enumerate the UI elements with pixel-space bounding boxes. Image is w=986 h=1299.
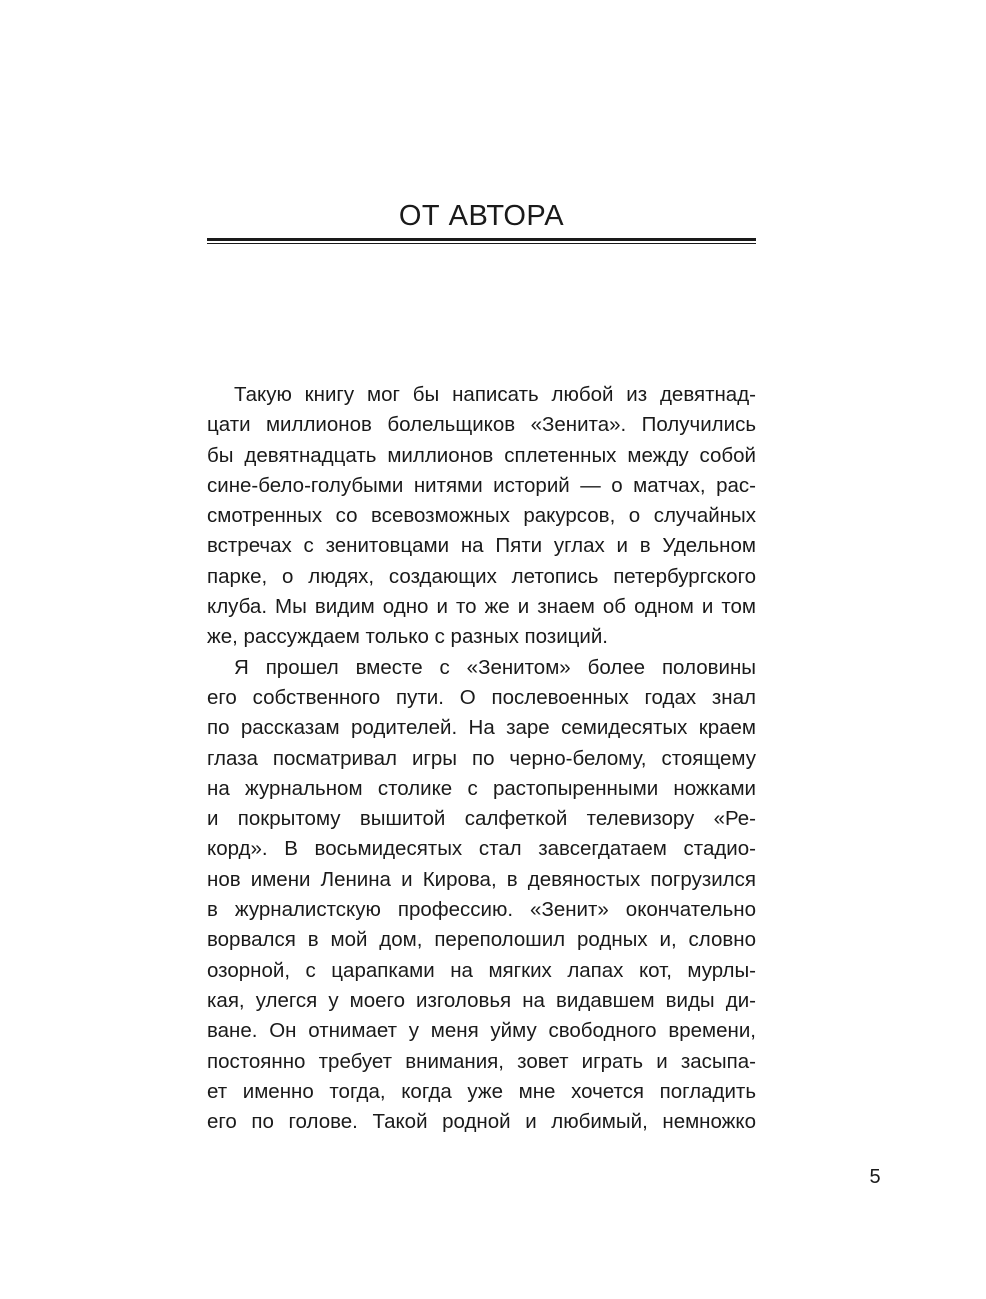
text-line: встречах с зенитовцами на Пяти углах и в Удельном <box>207 534 756 558</box>
text-line: и покрытому вышитой салфеткой телевизору «Ре- <box>207 807 756 831</box>
text-line: озорной, с царапками на мягких лапах кот, мурлы- <box>207 958 756 982</box>
title-underline-thin <box>207 243 756 244</box>
text-line: цати миллионов болельщиков «Зенита». Получились <box>207 413 756 437</box>
chapter-title: ОТ АВТОРА <box>398 200 565 232</box>
text-line: постоянно требует внимания, зовет играть и засыпа- <box>207 1049 756 1073</box>
text-line: ворвался в мой дом, переполошил родных и, словно <box>207 928 756 952</box>
text-line: глаза посматривал игры по черно-белому, стоящему <box>207 746 756 770</box>
text-line: его по голове. Такой родной и любимый, немножко <box>207 1110 756 1134</box>
text-line: сине-бело-голубыми нитями историй — о матчах, рас- <box>207 473 756 497</box>
body-text <box>207 380 756 1137</box>
text-line: на журнальном столике с растопыренными ножками <box>207 776 756 800</box>
text-line: его собственного пути. О послевоенных годах знал <box>207 685 756 709</box>
text-line: кая, улегся у моего изголовья на видавшем виды ди- <box>207 988 756 1012</box>
text-line: клуба. Мы видим одно и то же и знаем об одном и том <box>207 595 756 619</box>
text-line: ет именно тогда, когда уже мне хочется погладить <box>207 1079 756 1103</box>
page-number: 5 <box>869 1166 881 1188</box>
text-line: же, рассуждаем только с разных позиций. <box>207 625 608 649</box>
text-line: ване. Он отнимает у меня уйму свободного времени, <box>207 1019 756 1043</box>
text-line: Я прошел вместе с «Зенитом» более половины <box>234 655 756 679</box>
text-line: Такую книгу мог бы написать любой из девятнад- <box>234 383 756 406</box>
text-line: смотренных со всевозможных ракурсов, о случайных <box>207 504 756 528</box>
text-line: нов имени Ленина и Кирова, в девяностых погрузился <box>207 867 756 891</box>
text-line: корд». В восьмидесятых стал завсегдатаем стадио- <box>207 837 756 861</box>
text-line: бы девятнадцать миллионов сплетенных между собой <box>207 443 756 467</box>
text-line: парке, о людях, создающих летопись петербургского <box>207 564 756 588</box>
text-line: по рассказам родителей. На заре семидесятых краем <box>207 716 756 740</box>
title-underline-thick <box>207 238 756 241</box>
text-line: в журналистскую профессию. «Зенит» окончательно <box>207 898 756 922</box>
